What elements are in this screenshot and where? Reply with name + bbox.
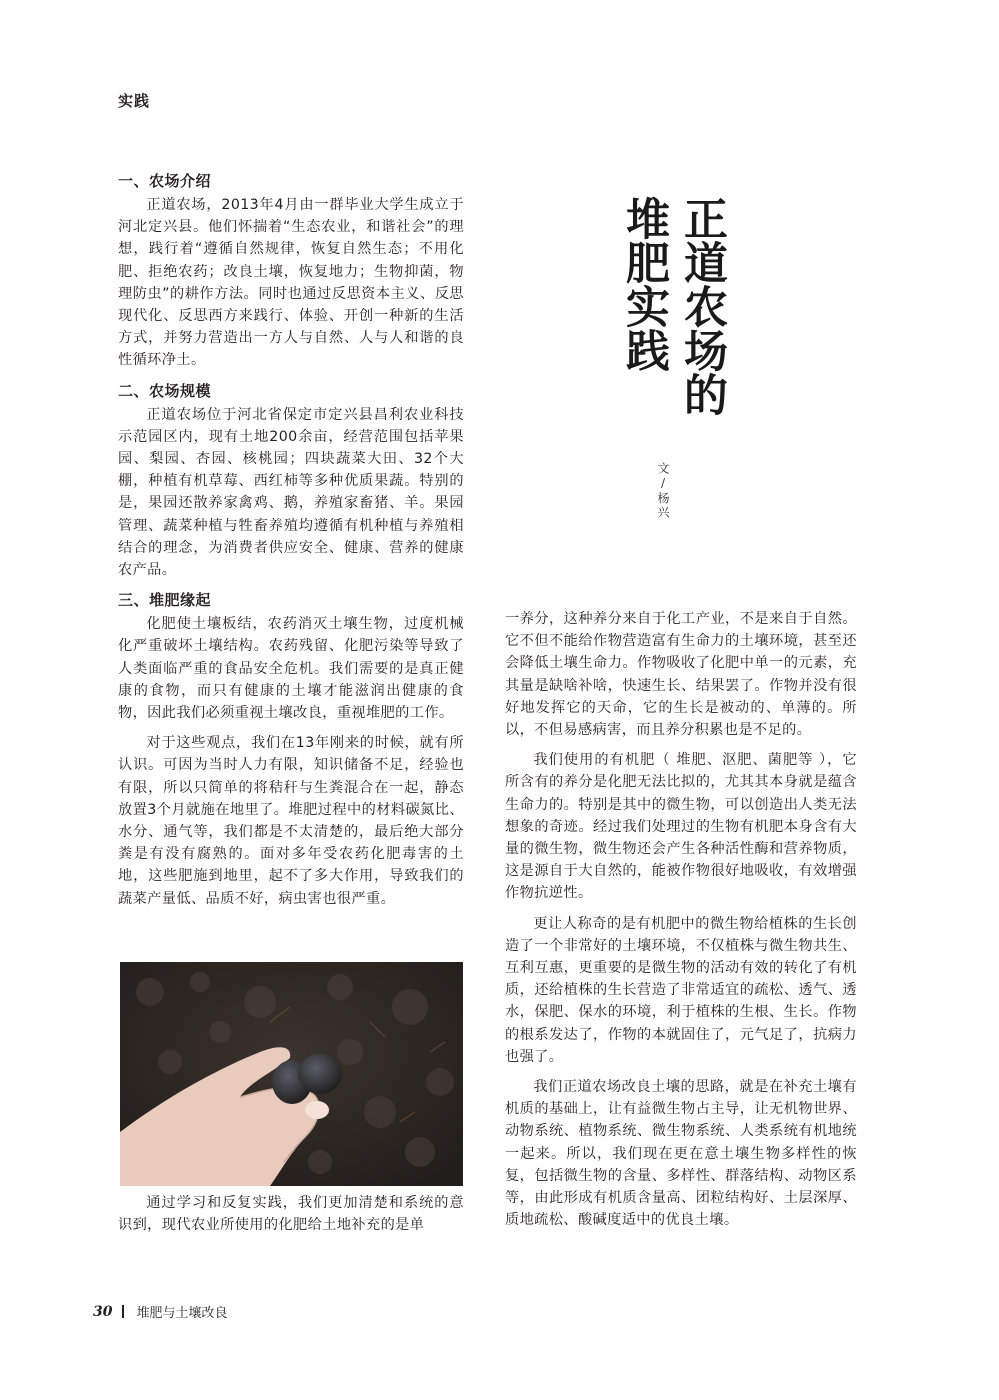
section-heading-2: 二、农场规模 [118,381,212,400]
paragraph: 正道农场，2013年4月由一群毕业大学生成立于河北定兴县。他们怀揣着“生态农业，和谐社会”的理想，践行着“遵循自然规律，恢复自然生态；不用化肥、拒绝农药；改良土壤，恢复地力；生物抑菌，物理防虫”的耕作方法。同时也通过反思资本主义、反思现代化、反思西方来践行、体验、开创一种新的生活方式，并努力营造出一方人与自然、人与人和谐的良性循环净土。 [118,197,464,369]
page-number: 30 [93,1303,113,1320]
author-byline: 文/杨兴 [656,462,670,520]
section-heading-3: 三、堆肥缘起 [118,591,212,610]
paragraph: 我们使用的有机肥（ 堆肥、沤肥、菌肥等 ），它所含有的养分是化肥无法比拟的，尤其其本身就是蕴含生命力的。特别是其中的微生物，可以创造出人类无法想象的奇迹。经过我们处理过的生物有机肥本身含有大量的微生物，微生物还会产生各种活性酶和营养物质，这是源自于大自然的，能被作物很好地吸收，有效增强作物抗逆性。 [505,752,857,902]
title-line-2: 堆肥实践 [618,196,669,372]
title-line-1: 正道农场的 [676,196,727,416]
paragraph: 正道农场位于河北省保定市定兴县昌利农业科技示范园区内，现有土地200余亩，经营范围包括苹果园、梨园、杏园、核桃园；四块蔬菜大田、32个大棚，种植有机草莓、西红柿等多种优质果蔬。特别的是，果园还散养家禽鸡、鹅，养殖家畜猪、羊。果园管理、蔬菜种植与牲畜养殖均遵循有机种植与养殖相结合的理念，为消费者供应安全、健康、营养的健康农产品。 [118,406,464,579]
compost-photo-image [120,962,463,1186]
footer-divider [122,1305,124,1318]
running-title: 堆肥与土壤改良 [136,1306,228,1321]
left-column-bottom [118,1192,464,1244]
left-column [118,170,464,918]
compost-photo [120,962,463,1186]
paragraph: 一养分，这种养分来自于化工产业，不是来自于自然。它不但不能给作物营造富有生命力的土壤环境，甚至还会降低土壤生命力。作物吸收了化肥中单一的元素，充其量是缺啥补啥，快速生长、结果罢了。作物并没有很好地发挥它的天命，它的生长是被动的、单薄的。所以，不但易感病害，而且养分积累也是不足的。 [505,611,857,739]
section-tag: 实践 [118,92,151,110]
section-heading-1: 一、农场介绍 [118,172,212,190]
paragraph: 更让人称奇的是有机肥中的微生物给植株的生长创造了一个非常好的土壤环境，不仅植株与微生物共生、互利互惠，更重要的是微生物的活动有效的转化了有机质，还给植株的生长营造了非常适宜的疏松、透气、透水，保肥、保水的环境，利于植株的生根、生长。作物的根系发达了，作物的本就固住了，元气足了，抗病力也强了。 [505,915,857,1065]
right-column [505,608,857,1239]
paragraph: 对于这些观点，我们在13年刚来的时候，就有所认识。可因为当时人力有限，知识储备不足，经验也有限，所以只简单的将秸秆与生粪混合在一起，静态放置3个月就施在地里了。堆肥过程中的材料碳氮比、水分、通气等，我们都是不太清楚的，最后绝大部分粪是有没有腐熟的。面对多年受农药化肥毒害的土地，这些肥施到地里，起不了多大作用，导致我们的蔬菜产量低、品质不好，病虫害也很严重。 [118,735,464,907]
page-footer [93,1302,228,1321]
article-title [618,196,728,436]
paragraph: 我们正道农场改良土壤的思路，就是在补充土壤有机质的基础上，让有益微生物占主导，让无机物世界、动物系统、植物系统、微生物系统、人类系统有机地统一起来。所以，我们现在更在意土壤生物多样性的恢复，包括微生物的含量、多样性、群落结构、动物区系等，由此形成有机质含量高、团粒结构好、土层深厚、质地疏松、酸碱度适中的优良土壤。 [505,1079,857,1229]
paragraph: 化肥使土壤板结，农药消灭土壤生物，过度机械化严重破坏土壤结构。农药残留、化肥污染等导致了人类面临严重的食品安全危机。我们需要的是真正健康的食物，而只有健康的土壤才能滋润出健康的食物，因此我们必须重视土壤改良，重视堆肥的工作。 [118,616,464,722]
paragraph: 通过学习和反复实践，我们更加清楚和系统的意识到，现代农业所使用的化肥给土地补充的是单 [118,1195,464,1234]
